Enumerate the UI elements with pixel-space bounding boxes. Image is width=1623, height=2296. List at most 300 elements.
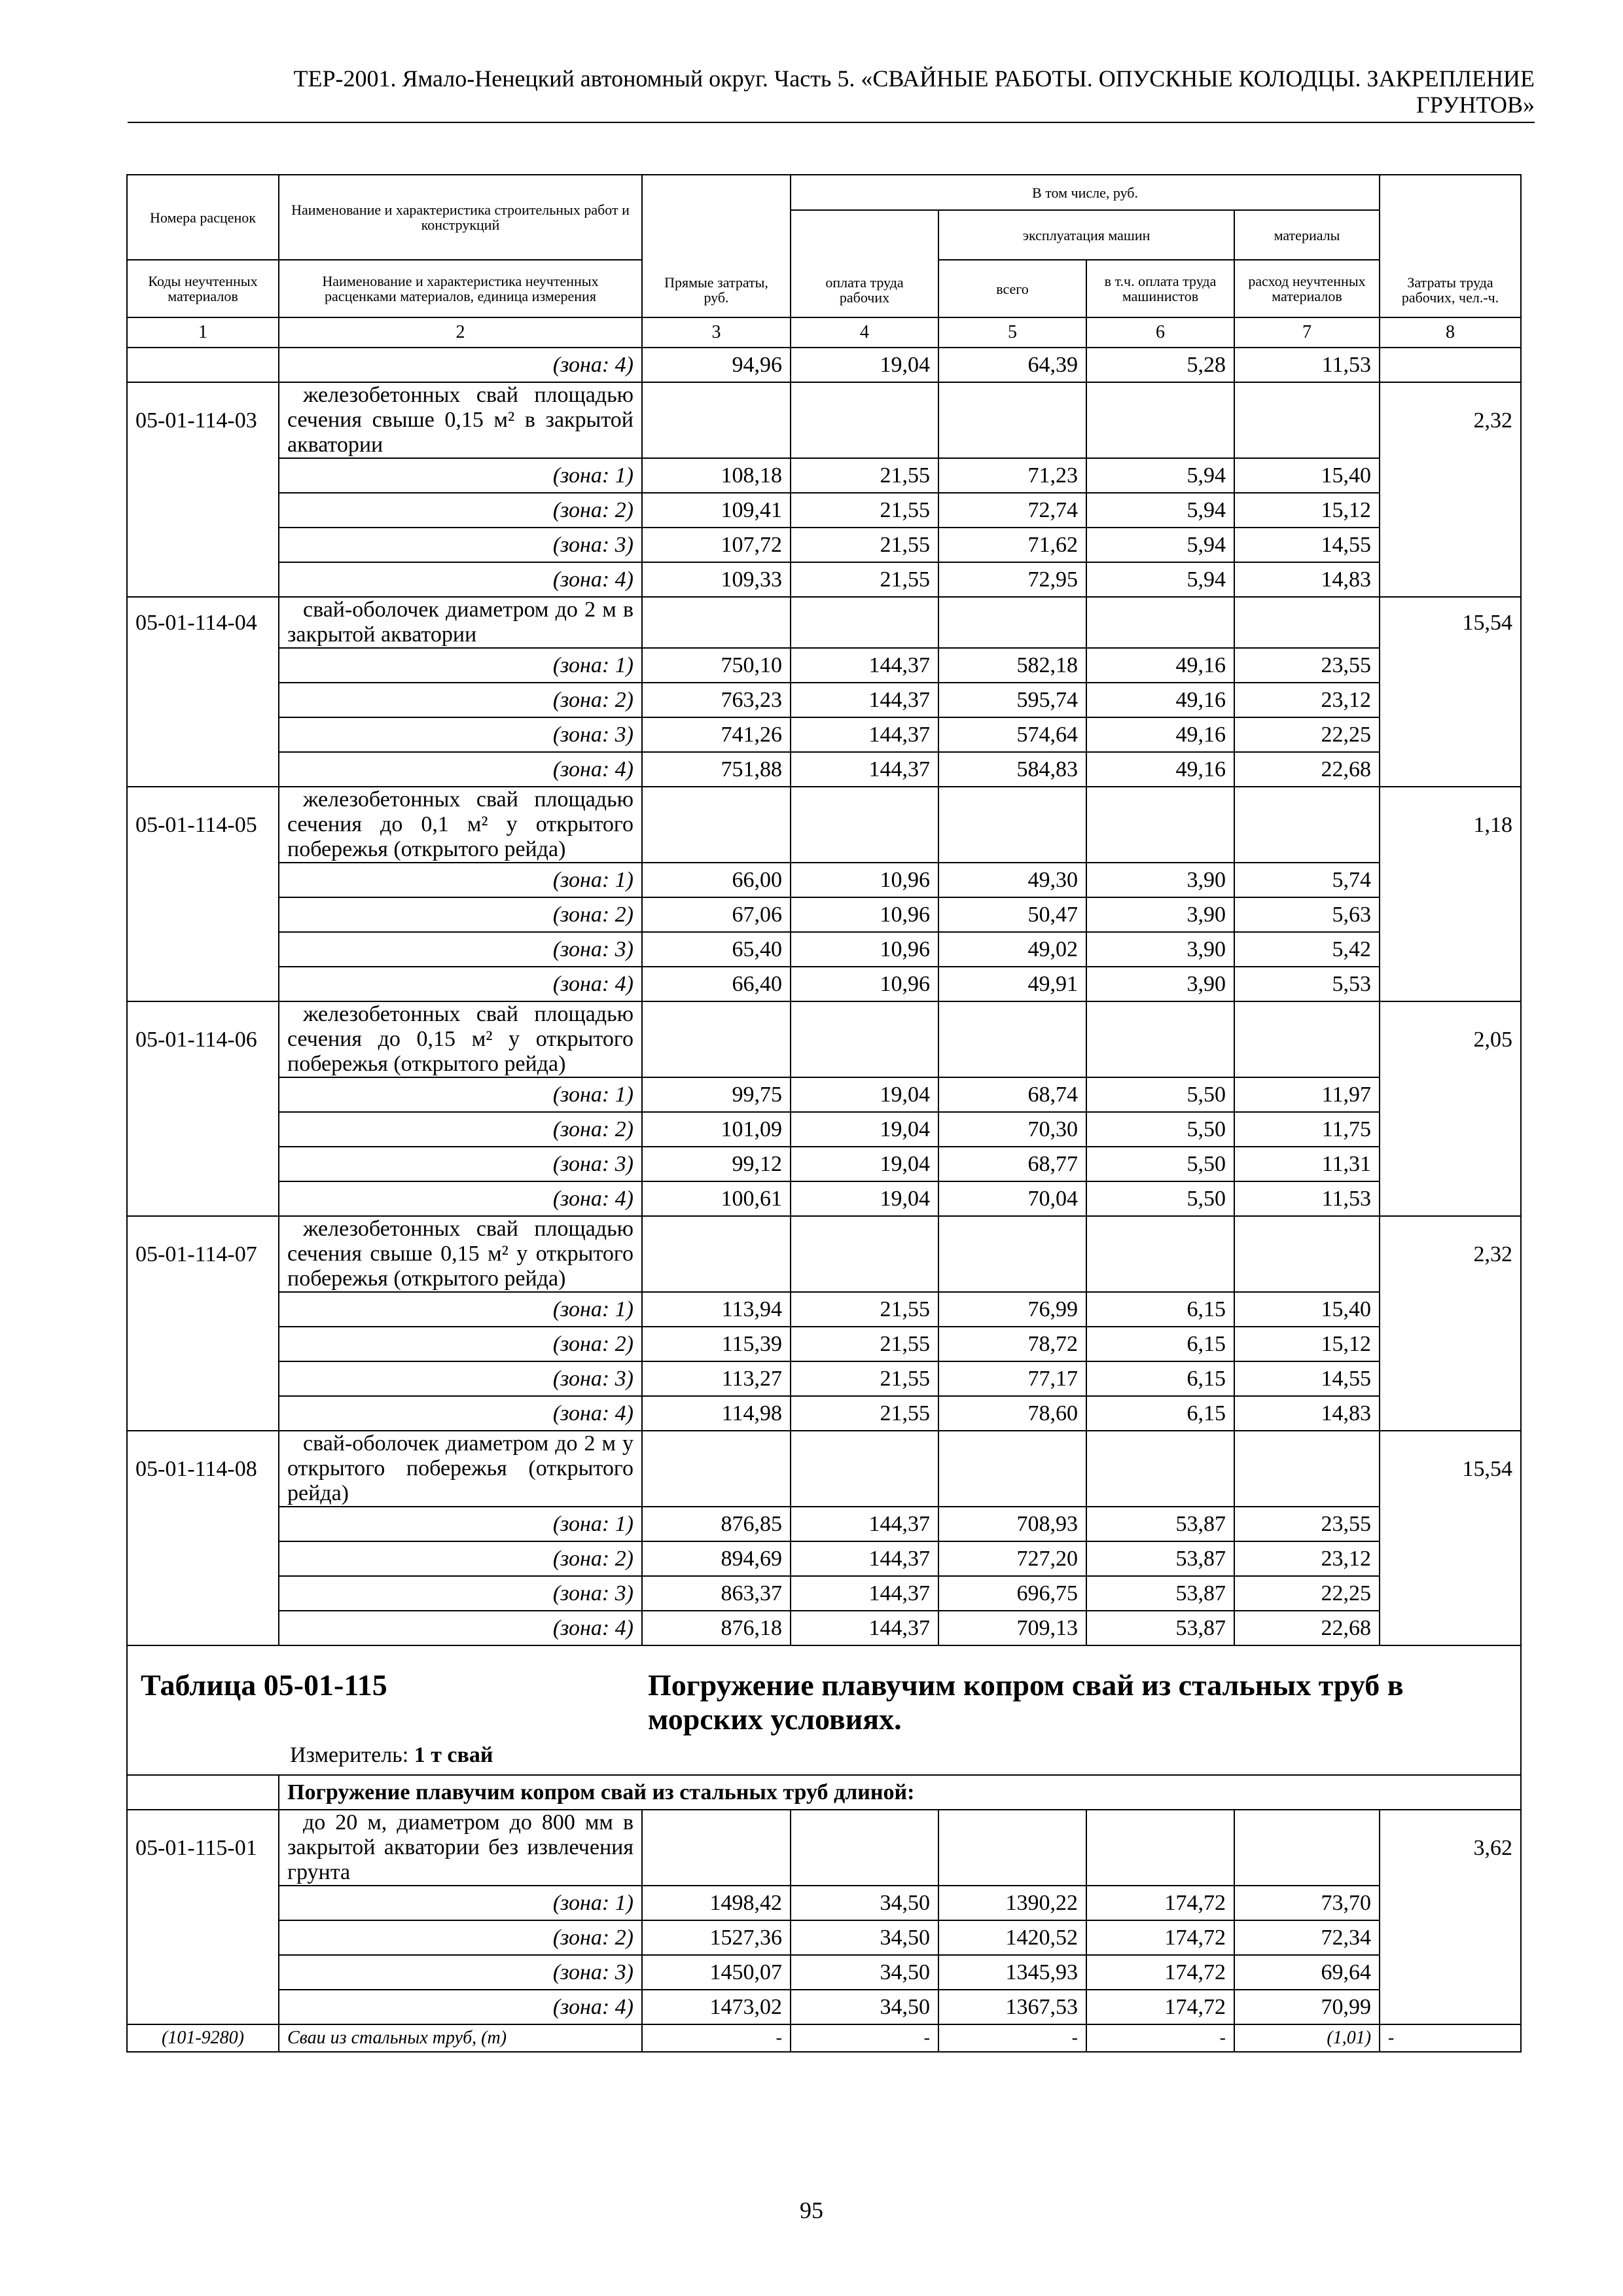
machines-labor-cell: 5,50	[1086, 1147, 1234, 1181]
zone-row	[127, 1955, 1521, 1990]
zone-row	[127, 1920, 1521, 1955]
labor-hours-cell	[1380, 1077, 1521, 1112]
code-cell	[127, 348, 279, 382]
zone-label: (зона: 4)	[279, 1990, 642, 2024]
rate-row	[127, 1431, 1521, 1507]
header-machines-labor: в т.ч. оплата труда машинистов	[1086, 260, 1234, 317]
direct-cost-cell: 751,88	[642, 752, 791, 787]
empty-cell	[1086, 1216, 1234, 1292]
machines-total-cell: 1345,93	[938, 1955, 1086, 1990]
labor-pay-cell: 19,04	[791, 1147, 938, 1181]
code-cell	[127, 1886, 279, 1920]
table-115-title-row	[127, 1645, 1521, 1775]
empty-cell	[791, 787, 938, 863]
header-incl: В том числе, руб.	[791, 175, 1380, 210]
material-machines-labor-cell: -	[1086, 2024, 1234, 2052]
code-cell	[127, 1396, 279, 1431]
zone-row	[127, 1576, 1521, 1611]
labor-hours-cell	[1380, 897, 1521, 932]
zone-label: (зона: 1)	[279, 1077, 642, 1112]
rates-table	[126, 174, 1522, 2053]
labor-pay-cell: 21,55	[791, 493, 938, 528]
zone-label: (зона: 2)	[279, 1920, 642, 1955]
rate-description: до 20 м, диаметром до 800 мм в закрытой акватории без извлечения грунта	[279, 1810, 642, 1886]
material-name: Сваи из стальных труб, (т)	[279, 2024, 642, 2052]
materials-cell: 5,63	[1234, 897, 1380, 932]
direct-cost-cell: 67,06	[642, 897, 791, 932]
materials-cell: 73,70	[1234, 1886, 1380, 1920]
machines-labor-cell: 5,94	[1086, 562, 1234, 597]
material-direct-cell: -	[642, 2024, 791, 2052]
machines-total-cell: 584,83	[938, 752, 1086, 787]
labor-hours-cell	[1380, 1576, 1521, 1611]
code-cell	[127, 897, 279, 932]
direct-cost-cell: 109,33	[642, 562, 791, 597]
zone-label: (зона: 4)	[279, 967, 642, 1001]
labor-pay-cell: 19,04	[791, 348, 938, 382]
code-cell	[127, 1611, 279, 1645]
rate-code: 05-01-114-07	[127, 1216, 279, 1292]
zone-row	[127, 458, 1521, 493]
materials-cell: 22,25	[1234, 1576, 1380, 1611]
machines-total-cell: 77,17	[938, 1361, 1086, 1396]
code-cell	[127, 493, 279, 528]
direct-cost-cell: 66,00	[642, 863, 791, 897]
meter-label: Измеритель:	[290, 1743, 409, 1767]
zone-label: (зона: 1)	[279, 1292, 642, 1327]
zone-row	[127, 1147, 1521, 1181]
direct-cost-cell: 113,94	[642, 1292, 791, 1327]
table-header	[127, 175, 1521, 348]
zone-row	[127, 562, 1521, 597]
empty-cell	[1086, 382, 1234, 458]
labor-hours-cell	[1380, 932, 1521, 967]
machines-total-cell: 64,39	[938, 348, 1086, 382]
labor-hours-cell	[1380, 863, 1521, 897]
zone-row	[127, 1112, 1521, 1147]
zone-label: (зона: 4)	[279, 752, 642, 787]
labor-hours-cell	[1380, 683, 1521, 717]
labor-hours-cell	[1380, 967, 1521, 1001]
zone-row	[127, 528, 1521, 562]
labor-hours-cell	[1380, 1955, 1521, 1990]
machines-labor-cell: 174,72	[1086, 1990, 1234, 2024]
zone-row	[127, 1507, 1521, 1541]
machines-labor-cell: 6,15	[1086, 1292, 1234, 1327]
zone-label: (зона: 2)	[279, 683, 642, 717]
labor-pay-cell: 19,04	[791, 1181, 938, 1216]
code-cell	[127, 1920, 279, 1955]
header-name: Наименование и характеристика строительных работ и конструкций	[279, 175, 642, 260]
zone-label: (зона: 3)	[279, 932, 642, 967]
code-cell	[127, 1147, 279, 1181]
zone-row	[127, 897, 1521, 932]
labor-hours-cell	[1380, 717, 1521, 752]
zone-label: (зона: 2)	[279, 1327, 642, 1361]
machines-labor-cell: 49,16	[1086, 683, 1234, 717]
machines-total-cell: 78,72	[938, 1327, 1086, 1361]
direct-cost-cell: 107,72	[642, 528, 791, 562]
header-material-codes: Коды неучтенных материалов	[127, 260, 279, 317]
direct-cost-cell: 94,96	[642, 348, 791, 382]
column-number: 5	[938, 317, 1086, 348]
zone-row	[127, 1886, 1521, 1920]
labor-pay-cell: 144,37	[791, 1507, 938, 1541]
labor-hours-cell: 2,05	[1380, 1001, 1521, 1077]
machines-labor-cell: 3,90	[1086, 863, 1234, 897]
header-row-numbers: Номера расценок	[127, 175, 279, 260]
machines-labor-cell: 5,28	[1086, 348, 1234, 382]
direct-cost-cell: 65,40	[642, 932, 791, 967]
material-hours-cell: -	[1380, 2024, 1521, 2052]
machines-labor-cell: 6,15	[1086, 1396, 1234, 1431]
zone-row	[127, 752, 1521, 787]
labor-pay-cell: 19,04	[791, 1077, 938, 1112]
materials-cell: 69,64	[1234, 1955, 1380, 1990]
code-cell	[127, 1181, 279, 1216]
machines-labor-cell: 5,50	[1086, 1112, 1234, 1147]
materials-cell: 11,97	[1234, 1077, 1380, 1112]
code-cell	[127, 1361, 279, 1396]
labor-hours-cell	[1380, 648, 1521, 683]
machines-labor-cell: 174,72	[1086, 1886, 1234, 1920]
labor-pay-cell: 21,55	[791, 1396, 938, 1431]
machines-total-cell: 727,20	[938, 1541, 1086, 1576]
zone-label: (зона: 3)	[279, 1361, 642, 1396]
labor-hours-cell	[1380, 1181, 1521, 1216]
table-body	[127, 348, 1521, 1645]
labor-hours-cell	[1380, 1920, 1521, 1955]
empty-cell	[1234, 1431, 1380, 1507]
materials-cell: 14,55	[1234, 1361, 1380, 1396]
code-cell	[127, 932, 279, 967]
code-cell	[127, 458, 279, 493]
empty-cell	[938, 382, 1086, 458]
labor-pay-cell: 21,55	[791, 562, 938, 597]
materials-cell: 11,53	[1234, 348, 1380, 382]
code-cell	[127, 752, 279, 787]
rate-code: 05-01-114-04	[127, 597, 279, 648]
machines-total-cell: 709,13	[938, 1611, 1086, 1645]
empty-cell	[1234, 597, 1380, 648]
machines-labor-cell: 174,72	[1086, 1920, 1234, 1955]
table-row	[127, 348, 1521, 382]
empty-cell	[938, 1001, 1086, 1077]
materials-cell: 15,40	[1234, 458, 1380, 493]
material-section	[127, 2024, 1521, 2052]
labor-hours-cell	[1380, 1396, 1521, 1431]
labor-hours-cell	[1380, 1507, 1521, 1541]
zone-row	[127, 1611, 1521, 1645]
direct-cost-cell: 100,61	[642, 1181, 791, 1216]
machines-total-cell: 708,93	[938, 1507, 1086, 1541]
code-cell	[127, 1576, 279, 1611]
material-code: (101-9280)	[127, 2024, 279, 2052]
labor-hours-cell	[1380, 348, 1521, 382]
zone-row	[127, 493, 1521, 528]
labor-pay-cell: 144,37	[791, 1576, 938, 1611]
column-number: 6	[1086, 317, 1234, 348]
labor-hours-cell	[1380, 458, 1521, 493]
machines-total-cell: 574,64	[938, 717, 1086, 752]
empty-cell	[938, 787, 1086, 863]
rate-row	[127, 382, 1521, 458]
materials-cell: 22,68	[1234, 752, 1380, 787]
machines-total-cell: 71,23	[938, 458, 1086, 493]
direct-cost-cell: 109,41	[642, 493, 791, 528]
rate-code: 05-01-114-08	[127, 1431, 279, 1507]
labor-pay-cell: 21,55	[791, 458, 938, 493]
direct-cost-cell: 114,98	[642, 1396, 791, 1431]
empty-cell	[642, 597, 791, 648]
zone-row	[127, 1361, 1521, 1396]
table-115-subheading: Погружение плавучим копром свай из стальных труб длиной:	[279, 1775, 1521, 1810]
machines-total-cell: 49,30	[938, 863, 1086, 897]
machines-total-cell: 68,77	[938, 1147, 1086, 1181]
machines-total-cell: 595,74	[938, 683, 1086, 717]
direct-cost-cell: 876,18	[642, 1611, 791, 1645]
labor-pay-cell: 34,50	[791, 1990, 938, 2024]
labor-pay-cell: 144,37	[791, 752, 938, 787]
material-machines-cell: -	[938, 2024, 1086, 2052]
zone-label: (зона: 3)	[279, 1147, 642, 1181]
machines-labor-cell: 174,72	[1086, 1955, 1234, 1990]
labor-pay-cell: 21,55	[791, 1361, 938, 1396]
empty-cell	[1234, 1810, 1380, 1886]
machines-labor-cell: 49,16	[1086, 752, 1234, 787]
empty-cell	[791, 1216, 938, 1292]
zone-label: (зона: 4)	[279, 348, 642, 382]
zone-row	[127, 932, 1521, 967]
code-cell	[127, 1541, 279, 1576]
machines-total-cell: 582,18	[938, 648, 1086, 683]
rate-description: свай-оболочек диаметром до 2 м у открытого побережья (открытого рейда)	[279, 1431, 642, 1507]
material-labor-cell: -	[791, 2024, 938, 2052]
zone-label: (зона: 2)	[279, 897, 642, 932]
labor-pay-cell: 34,50	[791, 1886, 938, 1920]
labor-pay-cell: 144,37	[791, 1611, 938, 1645]
zone-row	[127, 1181, 1521, 1216]
code-cell	[127, 683, 279, 717]
zone-label: (зона: 2)	[279, 1541, 642, 1576]
zone-row	[127, 1396, 1521, 1431]
direct-cost-cell: 741,26	[642, 717, 791, 752]
rate-description: железобетонных свай площадью сечения до 0,15 м² у открытого побережья (открытого рейда)	[279, 1001, 642, 1077]
labor-hours-cell	[1380, 1327, 1521, 1361]
rate-row	[127, 597, 1521, 648]
empty-cell	[642, 382, 791, 458]
table-115-title: Погружение плавучим копром свай из стальных труб в морских условиях.	[648, 1668, 1404, 1736]
rate-description: железобетонных свай площадью сечения до 0,1 м² у открытого побережья (открытого рейда)	[279, 787, 642, 863]
zone-label: (зона: 3)	[279, 1955, 642, 1990]
machines-total-cell: 1390,22	[938, 1886, 1086, 1920]
empty-cell	[791, 597, 938, 648]
machines-total-cell: 70,30	[938, 1112, 1086, 1147]
machines-total-cell: 72,95	[938, 562, 1086, 597]
labor-hours-cell: 2,32	[1380, 382, 1521, 458]
machines-total-cell: 49,91	[938, 967, 1086, 1001]
machines-labor-cell: 53,87	[1086, 1576, 1234, 1611]
code-cell	[127, 1327, 279, 1361]
direct-cost-cell: 763,23	[642, 683, 791, 717]
material-row	[127, 2024, 1521, 2052]
materials-cell: 11,53	[1234, 1181, 1380, 1216]
direct-cost-cell: 876,85	[642, 1507, 791, 1541]
zone-row	[127, 648, 1521, 683]
empty-cell	[1086, 787, 1234, 863]
code-cell	[127, 863, 279, 897]
direct-cost-cell: 101,09	[642, 1112, 791, 1147]
machines-labor-cell: 5,50	[1086, 1077, 1234, 1112]
header-materials: материалы	[1234, 210, 1380, 260]
zone-label: (зона: 3)	[279, 1576, 642, 1611]
empty-cell	[938, 1431, 1086, 1507]
zone-row	[127, 1077, 1521, 1112]
labor-pay-cell: 144,37	[791, 683, 938, 717]
zone-row	[127, 1541, 1521, 1576]
machines-labor-cell: 3,90	[1086, 897, 1234, 932]
labor-hours-cell: 15,54	[1380, 1431, 1521, 1507]
labor-pay-cell: 10,96	[791, 863, 938, 897]
labor-hours-cell	[1380, 1886, 1521, 1920]
empty-cell	[791, 1001, 938, 1077]
header-material-name: Наименование и характеристика неучтенных расценками материалов, единица измерения	[279, 260, 642, 317]
column-number: 7	[1234, 317, 1380, 348]
direct-cost-cell: 894,69	[642, 1541, 791, 1576]
labor-hours-cell	[1380, 1361, 1521, 1396]
empty-cell	[1234, 382, 1380, 458]
column-number: 8	[1380, 317, 1521, 348]
rate-description: свай-оболочек диаметром до 2 м в закрытой акватории	[279, 597, 642, 648]
empty-cell	[1086, 1001, 1234, 1077]
labor-hours-cell	[1380, 752, 1521, 787]
machines-total-cell: 696,75	[938, 1576, 1086, 1611]
labor-hours-cell: 15,54	[1380, 597, 1521, 648]
table-115-label: Таблица 05-01-115	[141, 1668, 387, 1702]
direct-cost-cell: 1473,02	[642, 1990, 791, 2024]
zone-label: (зона: 4)	[279, 562, 642, 597]
empty-cell	[1086, 1431, 1234, 1507]
zone-label: (зона: 4)	[279, 1181, 642, 1216]
labor-pay-cell: 19,04	[791, 1112, 938, 1147]
labor-hours-cell	[1380, 1541, 1521, 1576]
zone-label: (зона: 1)	[279, 1886, 642, 1920]
materials-cell: 15,12	[1234, 493, 1380, 528]
labor-pay-cell: 21,55	[791, 528, 938, 562]
header-direct-costs: Прямые затраты, руб.	[642, 175, 791, 317]
direct-cost-cell: 99,12	[642, 1147, 791, 1181]
labor-pay-cell: 144,37	[791, 717, 938, 752]
materials-cell: 23,55	[1234, 648, 1380, 683]
labor-pay-cell: 34,50	[791, 1920, 938, 1955]
labor-hours-cell	[1380, 493, 1521, 528]
page-number: 95	[800, 2197, 823, 2223]
zone-row	[127, 863, 1521, 897]
zone-row	[127, 967, 1521, 1001]
machines-labor-cell: 53,87	[1086, 1507, 1234, 1541]
materials-cell: 72,34	[1234, 1920, 1380, 1955]
labor-pay-cell: 10,96	[791, 897, 938, 932]
empty-cell	[1086, 1810, 1234, 1886]
materials-cell: 14,83	[1234, 562, 1380, 597]
code-cell	[127, 1292, 279, 1327]
column-number: 4	[791, 317, 938, 348]
machines-labor-cell: 5,94	[1086, 493, 1234, 528]
direct-cost-cell: 1498,42	[642, 1886, 791, 1920]
rate-row	[127, 787, 1521, 863]
empty-cell	[791, 382, 938, 458]
machines-labor-cell: 49,16	[1086, 648, 1234, 683]
empty-cell	[642, 1431, 791, 1507]
machines-labor-cell: 5,50	[1086, 1181, 1234, 1216]
zone-row	[127, 1990, 1521, 2024]
labor-hours-cell	[1380, 1147, 1521, 1181]
machines-labor-cell: 3,90	[1086, 932, 1234, 967]
machines-labor-cell: 3,90	[1086, 967, 1234, 1001]
labor-pay-cell: 10,96	[791, 967, 938, 1001]
machines-labor-cell: 53,87	[1086, 1541, 1234, 1576]
rate-row	[127, 1216, 1521, 1292]
empty-cell	[1234, 787, 1380, 863]
header-labor-hours: Затраты труда рабочих, чел.-ч.	[1380, 175, 1521, 317]
materials-cell: 23,12	[1234, 1541, 1380, 1576]
direct-cost-cell: 1450,07	[642, 1955, 791, 1990]
table-115-body	[127, 1810, 1521, 2024]
rates-table-sheet	[126, 174, 1520, 2053]
running-header-line2: ГРУНТОВ»	[1416, 92, 1535, 118]
header-machines-total: всего	[938, 260, 1086, 317]
rate-code: 05-01-114-03	[127, 382, 279, 458]
machines-labor-cell: 5,94	[1086, 458, 1234, 493]
rate-code: 05-01-115-01	[127, 1810, 279, 1886]
header-materials-sub: расход неучтенных материалов	[1234, 260, 1380, 317]
zone-row	[127, 717, 1521, 752]
machines-total-cell: 72,74	[938, 493, 1086, 528]
direct-cost-cell: 66,40	[642, 967, 791, 1001]
direct-cost-cell: 863,37	[642, 1576, 791, 1611]
direct-cost-cell: 99,75	[642, 1077, 791, 1112]
machines-labor-cell: 53,87	[1086, 1611, 1234, 1645]
materials-cell: 11,31	[1234, 1147, 1380, 1181]
empty-cell	[791, 1810, 938, 1886]
machines-labor-cell: 5,94	[1086, 528, 1234, 562]
materials-cell: 23,12	[1234, 683, 1380, 717]
direct-cost-cell: 113,27	[642, 1361, 791, 1396]
code-cell	[127, 1077, 279, 1112]
zone-label: (зона: 1)	[279, 648, 642, 683]
meter-value: 1 т свай	[414, 1743, 493, 1767]
direct-cost-cell: 108,18	[642, 458, 791, 493]
labor-pay-cell: 144,37	[791, 1541, 938, 1576]
materials-cell: 5,74	[1234, 863, 1380, 897]
zone-row	[127, 1327, 1521, 1361]
empty-cell	[938, 1810, 1086, 1886]
machines-total-cell: 78,60	[938, 1396, 1086, 1431]
empty-cell	[791, 1431, 938, 1507]
labor-hours-cell	[1380, 1292, 1521, 1327]
zone-label: (зона: 1)	[279, 458, 642, 493]
zone-label: (зона: 4)	[279, 1396, 642, 1431]
rate-code: 05-01-114-06	[127, 1001, 279, 1077]
column-number: 2	[279, 317, 642, 348]
materials-cell: 11,75	[1234, 1112, 1380, 1147]
zone-row	[127, 683, 1521, 717]
labor-hours-cell: 2,32	[1380, 1216, 1521, 1292]
labor-hours-cell: 3,62	[1380, 1810, 1521, 1886]
zone-label: (зона: 3)	[279, 528, 642, 562]
labor-pay-cell: 144,37	[791, 648, 938, 683]
machines-total-cell: 49,02	[938, 932, 1086, 967]
